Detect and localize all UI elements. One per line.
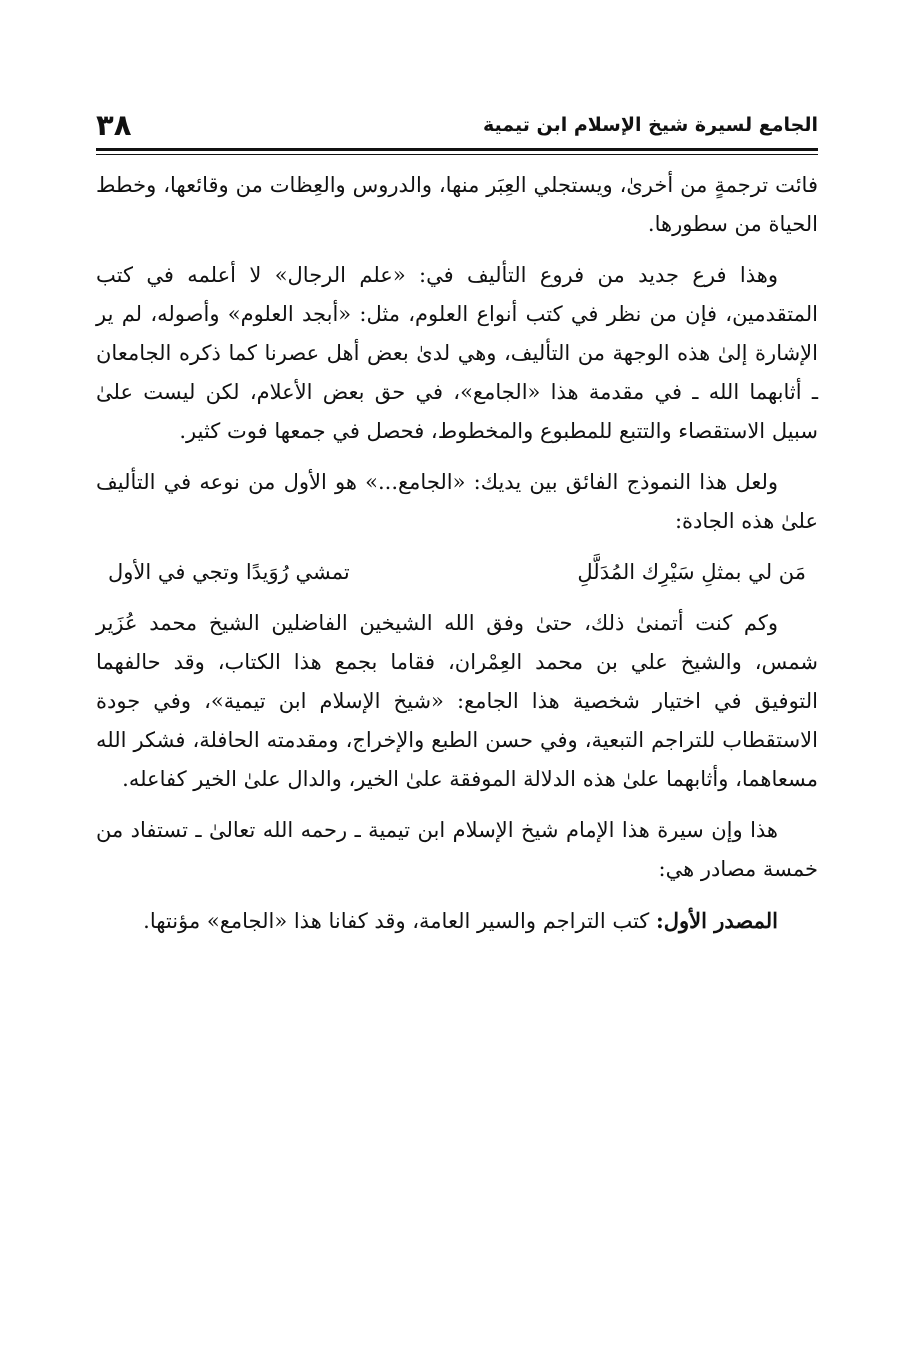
source-text: كتب التراجم والسير العامة، وقد كفانا هذا «الجامع» مؤنتها.	[143, 909, 656, 933]
poetry-verse	[96, 553, 818, 592]
source-label: المصدر الأول:	[655, 908, 778, 933]
running-header	[96, 108, 818, 150]
paragraph	[96, 901, 818, 941]
header-title: الجامع لسيرة شيخ الإسلام ابن تيمية	[482, 114, 818, 136]
page-number: ٣٨	[96, 108, 132, 142]
paragraph: هذا وإن سيرة هذا الإمام شيخ الإسلام ابن تيمية ـ رحمه الله تعالىٰ ـ تستفاد من خمسة مصادر هي:	[96, 818, 818, 881]
header-rule-thin	[96, 154, 818, 155]
verse-first-hemistich: مَن لي بمثلِ سَيْرِك المُدَلَّلِ	[577, 560, 806, 584]
paragraph: وكم كنت أتمنىٰ ذلك، حتىٰ وفق الله الشيخين الفاضلين الشيخ محمد عُزَير شمس، والشيخ علي بن محمد العِمْران، فقاما بجمع هذا الكتاب، وقد حالفهما التوفيق في اختيار شخصية هذا الجامع: «شيخ الإسلام ابن تيمية»، وفي جودة الاستقطاب للتراجم التبعية، وفي حسن الطبع والإخراج، ومقدمته الحافلة، فشكر الله مسعاهما، وأثابهما علىٰ هذه الدلالة الموفقة علىٰ الخير، والدال علىٰ الخير كفاعله.	[96, 611, 818, 791]
body-text	[96, 166, 818, 953]
paragraph: فائت ترجمةٍ من أخرىٰ، ويستجلي العِبَر منها، والدروس والعِظات من وقائعها، وخطط الحياة من سطورها.	[96, 173, 818, 236]
verse-second-hemistich: تمشي رُوَيدًا وتجي في الأول	[108, 560, 350, 584]
paragraph: وهذا فرع جديد من فروع التأليف في: «علم الرجال» لا أعلمه في كتب المتقدمين، فإن من نظر في كتب أنواع العلوم، مثل: «أبجد العلوم» وأصوله، لم ير الإشارة إلىٰ هذه الوجهة من التأليف، وهي لدىٰ بعض أهل عصرنا كما ذكره الجامعان ـ أثابهما الله ـ في مقدمة هذا «الجامع»، في حق بعض الأعلام، لكن ليست علىٰ سبيل الاستقصاء والتتبع للمطبوع والمخطوط، فحصل في جمعها فوت كثير.	[96, 263, 818, 443]
header-rule-thick	[96, 148, 818, 151]
paragraph: ولعل هذا النموذج الفائق بين يديك: «الجامع...» هو الأول من نوعه في التأليف علىٰ هذه الجادة:	[96, 470, 818, 533]
